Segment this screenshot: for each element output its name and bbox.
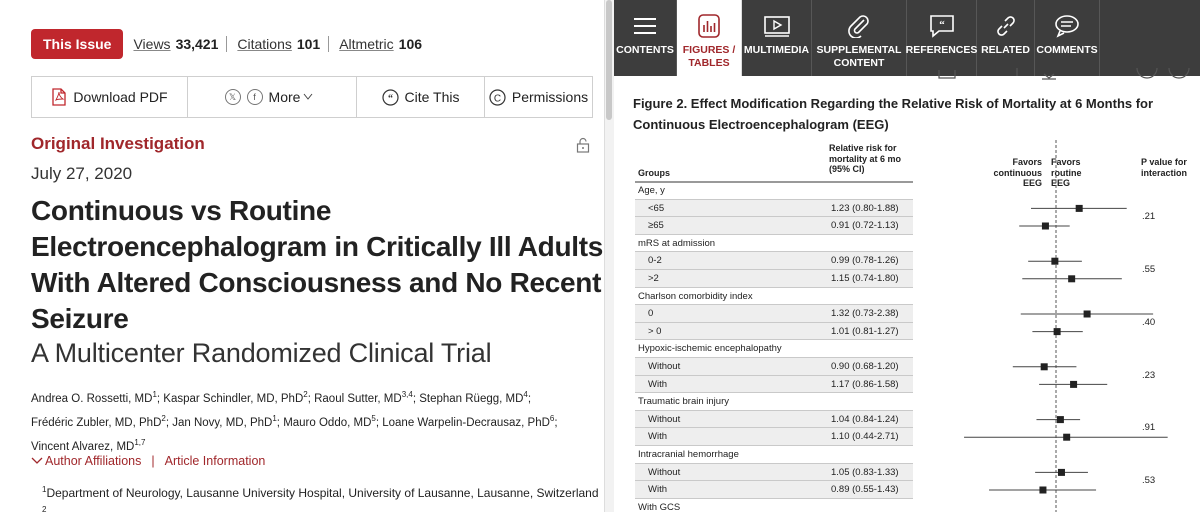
tab-label: FIGURES / TABLES	[682, 44, 736, 69]
quote-icon	[382, 89, 399, 106]
author-name[interactable]: Jan Novy, MD, PhD	[172, 416, 273, 429]
p-value-header: P value for interaction	[1141, 157, 1188, 178]
affiliation-1	[42, 485, 599, 500]
row-label: Without	[648, 466, 681, 478]
tab-label: CONTENTS	[616, 44, 674, 56]
relative-risk-header: Relative risk for mortality at 6 mo (95% CI)	[829, 143, 902, 174]
rr-ci-value: 1.04 (0.84-1.24)	[831, 413, 899, 425]
article-metrics-bar	[31, 29, 422, 59]
point-estimate-marker	[1041, 363, 1048, 370]
partial-toolbar-icon	[1167, 68, 1191, 80]
author-name[interactable]: Frédéric Zubler, MD, PhD	[31, 416, 162, 429]
rr-ci-value: 0.91 (0.72-1.13)	[831, 220, 899, 232]
point-estimate-marker	[1068, 275, 1075, 282]
views-value: 33,421	[175, 36, 219, 52]
row-label: ≥65	[648, 220, 664, 232]
altmetric-value: 106	[398, 36, 423, 52]
link-separator: |	[151, 454, 155, 468]
row-label: With	[648, 484, 667, 496]
unlock-icon	[576, 137, 590, 153]
p-value: .53	[1142, 475, 1156, 487]
bar-chart-icon	[696, 14, 722, 38]
rr-ci-value: 1.10 (0.44-2.71)	[831, 431, 899, 443]
row-label: Without	[648, 361, 681, 372]
author-affiliation-marker: 1	[272, 413, 277, 423]
rr-ci-value: 1.17 (0.86-1.58)	[831, 378, 899, 390]
scrollbar-thumb[interactable]	[606, 0, 612, 120]
paperclip-icon	[847, 14, 871, 38]
article-title: Continuous vs Routine Electroencephalogram in Critically Ill Adults With Altered Consciousness and No Recent Seizure	[31, 195, 604, 334]
author-name[interactable]: Loane Warpelin-Decrausaz, PhD	[382, 416, 550, 429]
article-action-bar	[31, 76, 593, 118]
tab-label: RELATED	[981, 44, 1030, 56]
publication-date: July 27, 2020	[31, 164, 133, 183]
favors-continuous-header: Favors continuous EEG	[993, 157, 1042, 188]
tab-label: COMMENTS	[1036, 44, 1098, 56]
p-value: .55	[1142, 264, 1156, 275]
tab-figures-tables[interactable]	[677, 0, 742, 76]
rr-ci-value: 0.89 (0.55-1.43)	[831, 484, 899, 496]
point-estimate-marker	[1076, 205, 1083, 212]
download-pdf-button[interactable]	[32, 77, 188, 117]
point-estimate-marker	[1063, 434, 1070, 441]
author-name[interactable]: Kaspar Schindler, MD, PhD	[163, 392, 304, 405]
facebook-share-icon[interactable]: f	[247, 89, 263, 105]
row-label: With GCS	[638, 501, 681, 512]
row-label: Intracranial hemorrhage	[638, 449, 739, 460]
article-info-links	[31, 454, 265, 468]
svg-text:“: “	[387, 93, 393, 104]
permissions-button[interactable]	[485, 77, 592, 117]
tab-references[interactable]	[907, 0, 977, 76]
affiliation-1-marker: 1	[42, 485, 47, 494]
quote-icon	[929, 14, 955, 38]
svg-text:C: C	[493, 92, 501, 104]
row-label: Age, y	[638, 185, 665, 196]
link-icon	[994, 14, 1018, 38]
chevron-down-icon	[303, 93, 313, 101]
author-affiliation-marker: 4	[523, 390, 528, 399]
row-label: Traumatic brain injury	[638, 396, 729, 408]
affiliation-2-marker: 2	[42, 505, 47, 512]
citations-label: Citations	[237, 36, 292, 52]
author-affiliation-marker: 2	[303, 390, 308, 399]
partial-toolbar-icon	[1039, 68, 1059, 80]
author-name[interactable]: Mauro Oddo, MD	[283, 416, 372, 429]
altmetric-metric[interactable]	[339, 36, 422, 52]
row-label: Without	[648, 413, 681, 425]
rr-ci-value: 1.01 (0.81-1.27)	[831, 325, 899, 337]
rr-ci-value: 1.15 (0.74-1.80)	[831, 273, 899, 284]
p-value: .23	[1142, 369, 1156, 381]
point-estimate-marker	[1058, 469, 1065, 476]
author-name[interactable]: Stephan Rüegg, MD	[419, 392, 524, 405]
citations-metric[interactable]	[237, 36, 320, 52]
author-affiliation-marker: 3,4	[401, 390, 413, 399]
cite-this-button[interactable]	[357, 77, 485, 117]
point-estimate-marker	[1039, 487, 1046, 494]
pdf-icon	[51, 88, 67, 106]
point-estimate-marker	[1084, 311, 1091, 318]
article-subtitle: A Multicenter Randomized Clinical Trial	[31, 338, 492, 368]
views-label: Views	[133, 36, 171, 52]
play-icon	[763, 14, 791, 38]
favors-routine-header: Favors routine EEG	[1051, 157, 1082, 188]
author-affiliation-marker: 1	[152, 390, 157, 399]
row-label: Hypoxic-ischemic encephalopathy	[638, 343, 782, 355]
point-estimate-marker	[1057, 416, 1064, 423]
this-issue-button[interactable]: This Issue	[31, 29, 123, 59]
article-scrollbar[interactable]	[606, 0, 612, 512]
row-label: 0	[648, 308, 654, 320]
row-label: >2	[648, 273, 659, 284]
tab-supplemental-content[interactable]	[812, 0, 907, 76]
rr-ci-value: 0.90 (0.68-1.20)	[831, 361, 899, 372]
author-affiliation-marker: 5	[371, 413, 376, 423]
download-pdf-label: Download PDF	[73, 89, 168, 105]
chevron-down-icon	[31, 457, 43, 465]
metric-divider	[328, 36, 329, 52]
metric-divider	[226, 36, 227, 52]
side-panel-tabs	[614, 0, 1200, 76]
row-label: With	[648, 378, 667, 390]
article-type-label: Original Investigation	[31, 134, 205, 153]
tab-comments[interactable]	[1035, 0, 1100, 76]
tab-label: SUPPLEMENTAL CONTENT	[816, 44, 902, 69]
author-name[interactable]: Raoul Sutter, MD	[314, 392, 402, 405]
row-label: With	[648, 431, 667, 443]
citations-value: 101	[296, 36, 321, 52]
author-affiliation-marker: 2	[161, 413, 166, 423]
author-affiliation-marker: 1,7	[134, 437, 146, 447]
tab-multimedia[interactable]	[742, 0, 812, 76]
author-name[interactable]: Andrea O. Rossetti, MD	[31, 392, 153, 405]
row-label: > 0	[648, 325, 662, 337]
tab-label: MULTIMEDIA	[743, 44, 810, 56]
article-information-link[interactable]: Article Information	[164, 454, 266, 468]
partial-toolbar-icon	[1007, 68, 1027, 80]
copyright-icon	[489, 89, 506, 106]
figure-pane	[614, 0, 1200, 512]
partial-toolbar-icon	[937, 68, 957, 80]
forest-plot	[635, 140, 1200, 512]
point-estimate-marker	[1042, 223, 1049, 230]
tab-label: REFERENCES	[905, 44, 978, 56]
figure-title: Figure 2. Effect Modification Regarding the Relative Risk of Mortality at 6 Months for Continuous Electroencephalogram (EEG)	[633, 96, 1154, 132]
forest-plot-canvas	[635, 140, 1200, 512]
x-share-icon[interactable]: 𝕏	[225, 89, 241, 105]
permissions-label: Permissions	[511, 89, 589, 105]
p-value: .21	[1142, 211, 1156, 223]
row-label: <65	[648, 202, 665, 214]
p-value: .40	[1142, 316, 1156, 328]
rr-ci-value: 1.23 (0.80-1.88)	[831, 202, 899, 214]
author-list: Andrea O. Rossetti, $MD^1$; Kaspar Schindler, MD, PhD$^2$; Raoul Sutter, MD$^{3,4}$; Stephan Rüegg, $MD^4$; Frédéric Zubler, MD, PhD$^2$; Jan Novy, MD, PhD$^1$; Mauro Oddo, $MD^5$; Loane Warpelin-Decrausaz, PhD$^6$; Vincent Alvarez, MD$^{1,7}$	[31, 390, 558, 453]
author-affiliation-marker: 6	[549, 413, 555, 423]
row-label: Charlson comorbidity index	[638, 290, 753, 302]
comment-icon	[1054, 14, 1080, 38]
altmetric-label: Altmetric	[339, 36, 394, 52]
author-affiliations-link[interactable]: Author Affiliations	[45, 454, 142, 468]
tab-contents[interactable]	[614, 0, 677, 76]
share-more-group	[188, 77, 357, 117]
affiliation-1-text: Department of Neurology, Lausanne University Hospital, University of Lausanne, Lausanne, Switzerland	[46, 486, 599, 500]
list-icon	[632, 14, 658, 38]
author-name[interactable]: Vincent Alvarez, MD	[31, 440, 135, 453]
point-estimate-marker	[1054, 328, 1061, 335]
partial-toolbar-icon	[1135, 68, 1159, 80]
rr-ci-value: 0.99 (0.78-1.26)	[831, 255, 899, 267]
row-label: 0-2	[648, 255, 662, 267]
row-label: mRS at admission	[638, 237, 716, 249]
cite-this-label: Cite This	[404, 89, 460, 105]
point-estimate-marker	[1051, 258, 1058, 265]
rr-ci-value: 1.32 (0.73-2.38)	[831, 308, 899, 320]
svg-text:“: “	[938, 19, 945, 31]
point-estimate-marker	[1070, 381, 1077, 388]
groups-header: Groups	[638, 168, 671, 178]
p-value: .91	[1142, 422, 1156, 434]
views-metric[interactable]	[133, 36, 218, 52]
rr-ci-value: 1.05 (0.83-1.33)	[831, 466, 899, 478]
more-button[interactable]: More	[268, 89, 301, 105]
tab-related[interactable]	[977, 0, 1035, 76]
